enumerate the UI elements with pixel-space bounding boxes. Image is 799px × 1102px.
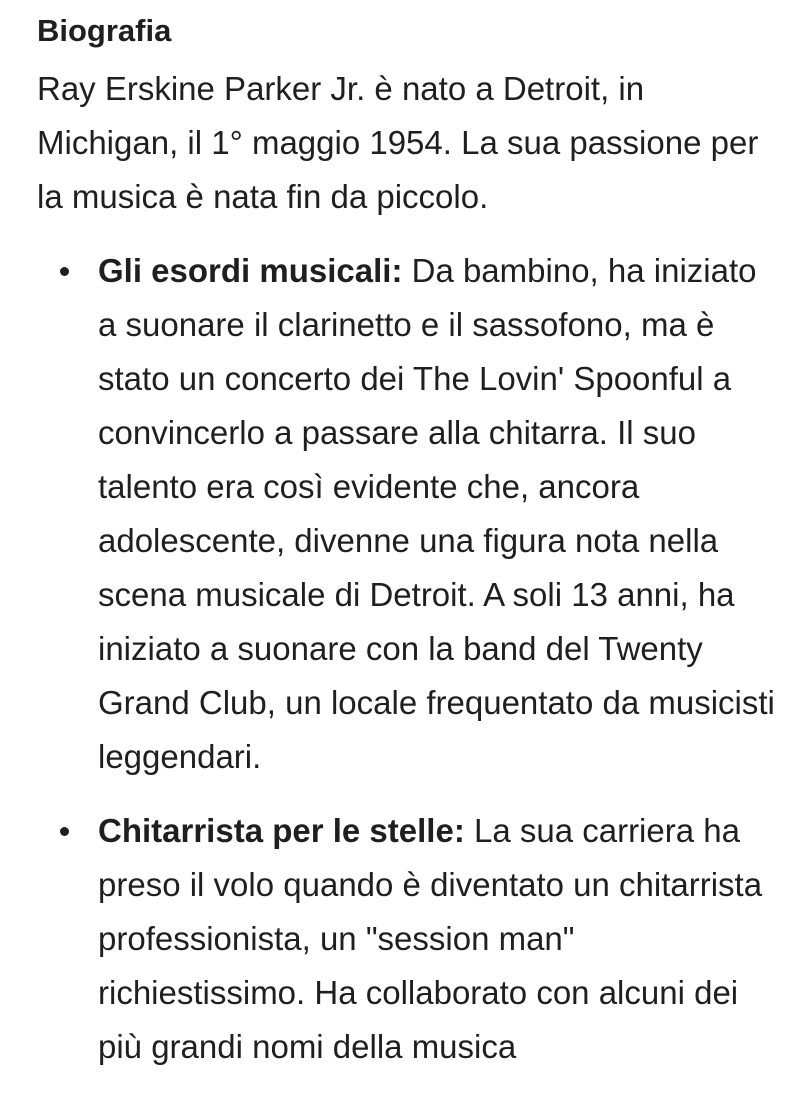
bullet-list <box>37 244 777 1074</box>
list-item <box>37 804 777 1074</box>
bullet-text: Da bambino, ha iniziato a suonare il clarinetto e il sassofono, ma è stato un concerto dei The Lovin' Spoonful a convincerlo a passare alla chitarra. Il suo talento era così evidente che, ancora adolescente, divenne una figura nota nella scena musicale di Detroit. A soli 13 anni, ha iniziato a suonare con la band del Twenty Grand Club, un locale frequentato da musicisti leggendari. <box>98 252 775 775</box>
bullet-text: La sua carriera ha preso il volo quando è diventato un chitarrista professionista, un "session man" richiestissimo. Ha collaborato con alcuni dei più grandi nomi della musica <box>98 812 763 1065</box>
list-item <box>37 244 777 784</box>
bullet-title: Chitarrista per le stelle: <box>98 812 465 849</box>
bottom-fade <box>0 1082 799 1102</box>
bullet-title: Gli esordi musicali: <box>98 252 403 289</box>
bullet-dot-icon <box>60 827 69 836</box>
article-content <box>37 8 777 1094</box>
intro-paragraph: Ray Erskine Parker Jr. è nato a Detroit, in Michigan, il 1° maggio 1954. La sua passione per la musica è nata fin da piccolo. <box>37 70 759 215</box>
section-title: Biografia <box>37 13 172 48</box>
bullet-dot-icon <box>60 267 69 276</box>
